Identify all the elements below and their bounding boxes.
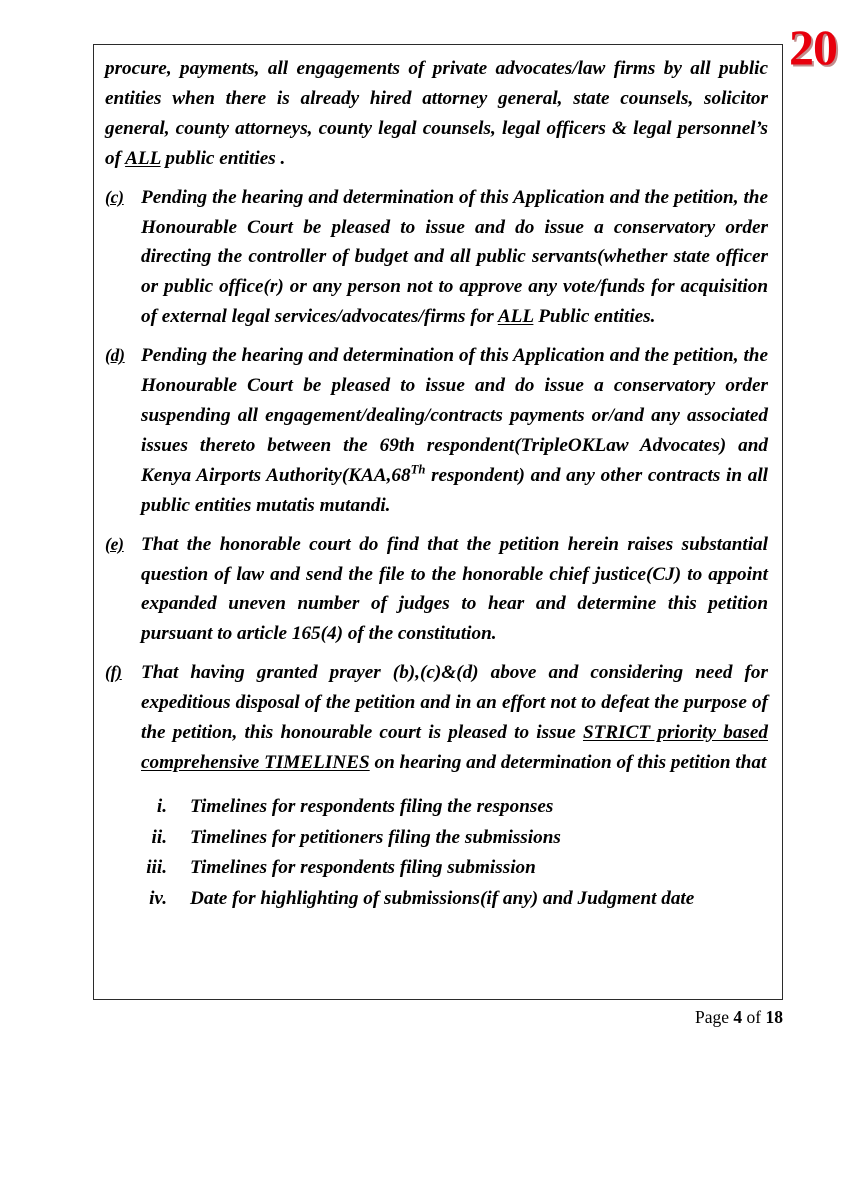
paragraph-d-text-after: respondent) and any other contracts in all public entities mutatis mutandi. — [141, 464, 768, 516]
list-item-text: Date for highlighting of submissions(if any) and Judgment date — [190, 888, 695, 910]
document-text-column — [94, 45, 782, 915]
timelines-sub-list — [105, 792, 768, 915]
continued-paragraph-emphasis: ALL — [125, 147, 161, 169]
page-footer-middle: of — [742, 1007, 766, 1027]
paragraph-f-emphasis: STRICT priority based comprehensive TIMELINES — [141, 722, 768, 773]
page-footer-total-pages: 18 — [765, 1007, 783, 1027]
paragraph-f-text-before: That having granted prayer (b),(c)&(d) above and considering need for expeditious disposal of the petition and in an effort not to defeat the purpose of the petition, this honourable court is pleased to issue — [141, 662, 768, 744]
list-item — [105, 853, 768, 884]
page-footer — [93, 1007, 783, 1028]
paragraph-c — [105, 183, 768, 333]
list-item-numeral: ii. — [151, 826, 167, 848]
list-item — [105, 792, 768, 823]
paragraph-e-text-before: That the honorable court do find that the petition herein raises substantial question of law and send the file to the honorable chief justice(CJ) to appoint expanded uneven number of judges to hear and determine this petition pursuant to article 165(4) of the constitution. — [141, 533, 768, 645]
paragraph-e — [105, 530, 768, 650]
page-footer-prefix: Page — [695, 1007, 734, 1027]
page-annotation-number: 20 — [789, 19, 837, 75]
paragraph-d-superscript: Th — [410, 462, 426, 477]
list-item-numeral: iv. — [149, 888, 167, 910]
page-footer-current-page: 4 — [733, 1007, 743, 1027]
paragraph-d-marker: (d) — [105, 345, 125, 366]
list-item — [105, 823, 768, 854]
continued-paragraph — [105, 54, 768, 174]
paragraph-f — [105, 658, 768, 778]
list-item-text: Timelines for petitioners filing the submissions — [190, 826, 561, 848]
list-item-text: Timelines for respondents filing the responses — [190, 795, 554, 817]
paragraph-c-marker: (c) — [105, 186, 124, 207]
list-item-numeral: i. — [156, 795, 167, 817]
continued-paragraph-text-after: public entities . — [160, 147, 286, 169]
list-item-text: Timelines for respondents filing submission — [190, 857, 536, 879]
paragraph-d-text-before: Pending the hearing and determination of this Application and the petition, the Honourable Court be pleased to issue and do issue a conservatory order suspending all engagement/dealing/contracts payments or/and any associated issues thereto between the 69th respondent(TripleOKLaw Advocates) and Kenya Airports Authority(KAA,68 — [141, 345, 768, 486]
paragraph-c-text-after: Public entities. — [533, 306, 656, 328]
list-item-numeral: iii. — [146, 857, 167, 879]
paragraph-f-marker: (f) — [105, 662, 122, 683]
list-item — [105, 884, 768, 915]
document-content-frame — [93, 44, 783, 1000]
paragraph-e-marker: (e) — [105, 533, 124, 554]
paragraph-c-text-before: Pending the hearing and determination of this Application and the petition, the Honourable Court be pleased to issue and do issue a conservatory order directing the controller of budget and all public servants(whether state officer or public office(r) or any person not to approve any vote/funds for acquisition of external legal services/advocates/firms for — [141, 186, 768, 328]
continued-paragraph-text-before: procure, payments, all engagements of private advocates/law firms by all public entities when there is already hired attorney general, state counsels, solicitor general, county attorneys, county legal counsels, legal officers & legal personnel’s of — [105, 58, 768, 169]
paragraph-c-emphasis: ALL — [497, 306, 534, 328]
paragraph-f-text-after: on hearing and determination of this petition that — [369, 751, 767, 773]
paragraph-d — [105, 341, 768, 520]
